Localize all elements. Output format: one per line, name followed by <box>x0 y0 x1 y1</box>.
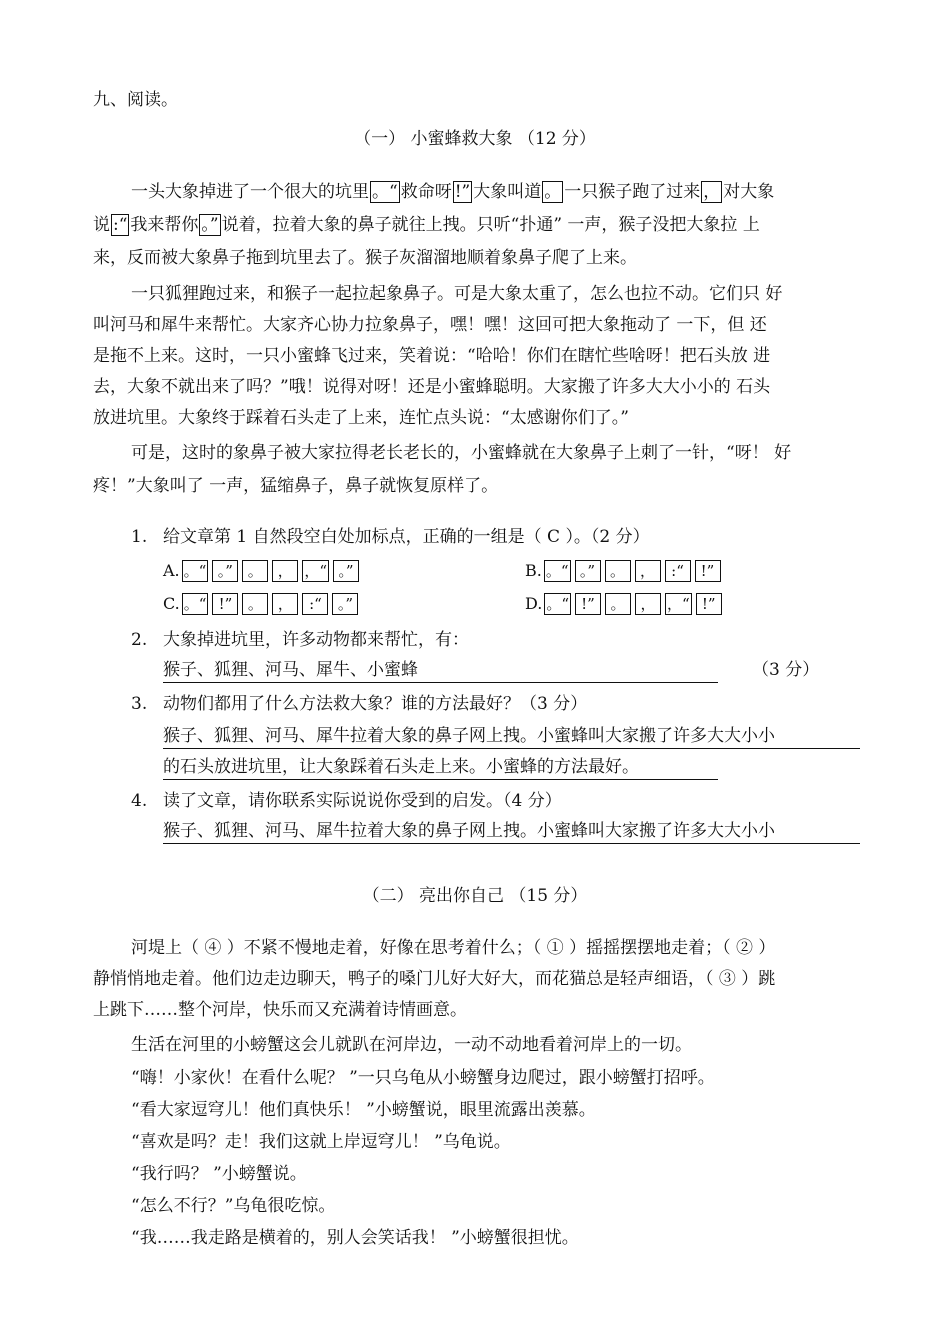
text-segment: 说 <box>93 215 110 235</box>
passage-1-line: 疼！”大象叫了 一声，猛缩鼻子，鼻子就恢复原样了。 <box>93 476 499 496</box>
passage-2-line: 生活在河里的小螃蟹这会儿就趴在河岸边，一动不动地看着河岸上的一切。 <box>131 1035 692 1055</box>
option-b <box>525 560 723 582</box>
passage-2-title: （二） 亮出你自己 （15 分） <box>362 886 588 906</box>
option-label: B. <box>525 561 542 580</box>
text-segment: 说着，拉着大象的鼻子就往上拽。只听“扑通” 一声，猴子没把大象拉 上 <box>221 215 760 235</box>
punctuation-blank: :“ <box>113 215 128 235</box>
text-segment: 我来帮你 <box>130 215 199 235</box>
option-a <box>163 560 361 582</box>
punctuation-box: ， <box>272 593 298 615</box>
punctuation-box: 。“ <box>183 595 207 613</box>
text-segment: 对大象 <box>723 182 775 202</box>
punctuation-box: ， <box>635 560 661 582</box>
punctuation-blank: 。“ <box>372 182 398 202</box>
passage-1-line <box>93 214 863 236</box>
punctuation-box: 。 <box>242 560 268 582</box>
punctuation-box: ，“ <box>304 562 327 580</box>
punctuation-box: ，“ <box>667 595 690 613</box>
dialogue-line: “我……我走路是横着的，别人会笑话我！ ”小螃蟹很担忧。 <box>131 1228 579 1248</box>
text-segment: 大象叫道 <box>473 182 542 202</box>
passage-2-line: 静悄悄地走着。他们边走边聊天，鸭子的嗓门儿好大好大，而花猫总是轻声细语，（ ③ ）跳 <box>93 969 776 989</box>
punctuation-box: ， <box>272 560 298 582</box>
passage-1-line: 去，大象不就出来了吗？”哦！说得对呀！还是小蜜蜂聪明。大家搬了许多大大小小的 石头 <box>93 377 771 397</box>
punctuation-box: !” <box>575 593 601 615</box>
passage-1-line: 来，反而被大象鼻子拖到坑里去了。猴子灰溜溜地顺着象鼻子爬了上来。 <box>93 248 637 268</box>
text-segment: 一头大象掉进了一个很大的坑里 <box>131 182 369 202</box>
passage-1-line: 放进坑里。大象终于踩着石头走了上来，连忙点头说：“太感谢你们了。” <box>93 408 629 428</box>
punctuation-box: !” <box>696 593 722 615</box>
punctuation-blank: !” <box>454 182 471 202</box>
passage-2-line: 上跳下……整个河岸，快乐而又充满着诗情画意。 <box>93 1000 467 1020</box>
question-1-text: 给文章第 1 自然段空白处加标点，正确的一组是（ C ）。（2 分） <box>163 527 650 547</box>
section-heading: 九、阅读。 <box>93 90 178 110</box>
dialogue-line: “怎么不行？”乌龟很吃惊。 <box>131 1196 336 1216</box>
option-label: D. <box>525 594 543 613</box>
punctuation-box: 。“ <box>545 562 569 580</box>
punctuation-box: 。” <box>575 560 601 582</box>
punctuation-box: !” <box>212 593 238 615</box>
text-segment: 救命呀 <box>400 182 452 202</box>
punctuation-box: :“ <box>302 593 328 615</box>
question-number: 2. <box>131 630 148 650</box>
punctuation-blank: ， <box>703 182 721 202</box>
option-label: C. <box>163 594 180 613</box>
question-number: 3. <box>131 694 148 714</box>
punctuation-box: 。“ <box>546 595 570 613</box>
text-segment: 一只猴子跑了过来 <box>564 182 701 202</box>
punctuation-box: 。” <box>333 560 359 582</box>
dialogue-line: “喜欢是吗？走！我们这就上岸逗穹儿！ ”乌龟说。 <box>131 1132 511 1152</box>
dialogue-line: “看大家逗穹儿！他们真快乐！ ”小螃蟹说，眼里流露出羡慕。 <box>131 1100 596 1120</box>
punctuation-box: ， <box>635 593 661 615</box>
passage-1-line: 可是，这时的象鼻子被大家拉得老长老长的，小蜜蜂就在大象鼻子上刺了一针，“呀！ 好 <box>131 443 792 463</box>
question-4-text: 读了文章，请你联系实际说说你受到的启发。（4 分） <box>163 791 562 811</box>
passage-2-line: 河堤上（ ④ ）不紧不慢地走着，好像在思考着什么；（ ① ）摇摇摆摆地走着；（ ② ） <box>131 938 776 958</box>
passage-1-title: （一） 小蜜蜂救大象 （12 分） <box>354 129 596 149</box>
question-3-answer-line: 的石头放进坑里，让大象踩着石头走上来。小蜜蜂的方法最好。 <box>163 756 718 780</box>
option-d <box>525 593 724 615</box>
punctuation-box: 。 <box>605 560 631 582</box>
question-4-answer: 猴子、狐狸、河马、犀牛拉着大象的鼻子网上拽。小蜜蜂叫大家搬了许多大大小小 <box>163 820 860 844</box>
punctuation-box: !” <box>695 560 721 582</box>
dialogue-line: “嗨！小家伙！在看什么呢？ ”一只乌龟从小螃蟹身边爬过，跟小螃蟹打招呼。 <box>131 1068 715 1088</box>
punctuation-box: 。 <box>605 593 631 615</box>
punctuation-box: :“ <box>665 560 691 582</box>
punctuation-box: 。” <box>332 593 358 615</box>
passage-1-line: 是拖不上来。这时，一只小蜜蜂飞过来，笑着说：“哈哈！你们在瞎忙些啥呀！把石头放 进 <box>93 346 771 366</box>
question-number: 1. <box>131 527 148 547</box>
question-3-answer-line: 猴子、狐狸、河马、犀牛拉着大象的鼻子网上拽。小蜜蜂叫大家搬了许多大大小小 <box>163 725 860 749</box>
option-c <box>163 593 360 615</box>
question-3-text: 动物们都用了什么方法救大象？谁的方法最好？（3 分） <box>163 694 588 714</box>
question-2-text: 大象掉进坑里，许多动物都来帮忙，有： <box>163 630 469 650</box>
passage-1-line: 叫河马和犀牛来帮忙。大家齐心协力拉象鼻子，嘿！嘿！这回可把大象拖动了 一下，但 还 <box>93 315 767 335</box>
punctuation-blank: 。” <box>201 215 219 235</box>
passage-1-line: 一只狐狸跑过来，和猴子一起拉起象鼻子。可是大象太重了，怎么也拉不动。它们只 好 <box>131 284 783 304</box>
passage-1-line <box>131 181 861 203</box>
punctuation-box: 。” <box>212 560 238 582</box>
punctuation-blank: 。 <box>544 182 562 202</box>
punctuation-box: 。 <box>242 593 268 615</box>
question-number: 4. <box>131 791 148 811</box>
question-2-score: （3 分） <box>752 660 820 680</box>
option-label: A. <box>163 561 180 580</box>
dialogue-line: “我行吗？ ”小螃蟹说。 <box>131 1164 307 1184</box>
punctuation-box: 。“ <box>183 562 207 580</box>
question-2-answer: 猴子、狐狸、河马、犀牛、小蜜蜂 <box>163 659 718 683</box>
